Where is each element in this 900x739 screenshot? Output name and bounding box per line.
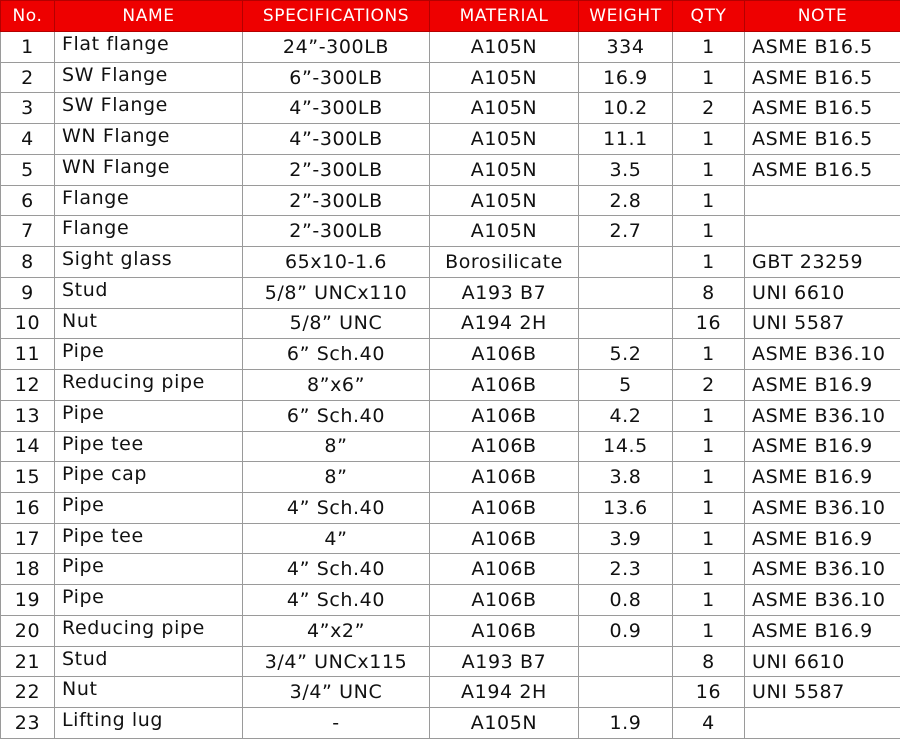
table-row: [1, 554, 900, 585]
table-row: [1, 646, 900, 677]
cell-no: 5: [1, 154, 55, 185]
cell-note: ASME B16.5: [745, 62, 900, 93]
cell-specifications: 3/4” UNC: [243, 677, 430, 708]
cell-weight: 3.9: [579, 523, 673, 554]
cell-weight: 14.5: [579, 431, 673, 462]
cell-name: Sight glass: [55, 247, 243, 278]
cell-no: 1: [1, 32, 55, 63]
cell-note: ASME B16.9: [745, 370, 900, 401]
cell-material: A106B: [430, 431, 579, 462]
table-row: [1, 523, 900, 554]
cell-qty: 1: [673, 462, 745, 493]
cell-qty: 1: [673, 185, 745, 216]
table-row: [1, 32, 900, 63]
cell-material: A106B: [430, 493, 579, 524]
cell-weight: 1.9: [579, 708, 673, 739]
table-row: [1, 216, 900, 247]
cell-note: ASME B16.5: [745, 93, 900, 124]
cell-material: A106B: [430, 523, 579, 554]
cell-weight: [579, 277, 673, 308]
cell-note: ASME B16.5: [745, 154, 900, 185]
cell-no: 12: [1, 370, 55, 401]
table-row: [1, 185, 900, 216]
header-specifications: SPECIFICATIONS: [243, 1, 430, 32]
cell-note: ASME B16.9: [745, 431, 900, 462]
cell-qty: 1: [673, 431, 745, 462]
cell-weight: 2.7: [579, 216, 673, 247]
cell-name: WN Flange: [55, 124, 243, 155]
cell-note: ASME B16.5: [745, 32, 900, 63]
cell-weight: [579, 247, 673, 278]
cell-qty: 1: [673, 32, 745, 63]
cell-qty: 1: [673, 216, 745, 247]
cell-specifications: 8”: [243, 462, 430, 493]
cell-no: 10: [1, 308, 55, 339]
cell-material: A106B: [430, 339, 579, 370]
header-row: [1, 1, 900, 32]
cell-note: UNI 6610: [745, 646, 900, 677]
table-row: [1, 93, 900, 124]
header-weight: WEIGHT: [579, 1, 673, 32]
table-row: [1, 400, 900, 431]
cell-no: 14: [1, 431, 55, 462]
cell-name: Pipe: [55, 339, 243, 370]
cell-name: Nut: [55, 308, 243, 339]
cell-weight: 4.2: [579, 400, 673, 431]
cell-qty: 1: [673, 615, 745, 646]
table-header: [1, 1, 900, 32]
table-row: [1, 277, 900, 308]
cell-name: SW Flange: [55, 93, 243, 124]
cell-no: 8: [1, 247, 55, 278]
cell-no: 17: [1, 523, 55, 554]
cell-qty: 16: [673, 308, 745, 339]
cell-note: [745, 708, 900, 739]
cell-no: 18: [1, 554, 55, 585]
cell-name: Pipe tee: [55, 523, 243, 554]
cell-name: Pipe cap: [55, 462, 243, 493]
cell-name: Pipe: [55, 493, 243, 524]
cell-weight: 5: [579, 370, 673, 401]
cell-no: 19: [1, 585, 55, 616]
cell-material: A105N: [430, 62, 579, 93]
cell-material: A106B: [430, 554, 579, 585]
cell-specifications: 4”-300LB: [243, 93, 430, 124]
cell-note: ASME B36.10: [745, 554, 900, 585]
cell-name: Flat flange: [55, 32, 243, 63]
cell-qty: 1: [673, 124, 745, 155]
cell-specifications: 8”: [243, 431, 430, 462]
cell-qty: 1: [673, 523, 745, 554]
cell-note: ASME B16.5: [745, 124, 900, 155]
cell-qty: 1: [673, 339, 745, 370]
cell-no: 23: [1, 708, 55, 739]
cell-material: A106B: [430, 585, 579, 616]
header-qty: QTY: [673, 1, 745, 32]
cell-specifications: 4”: [243, 523, 430, 554]
cell-weight: 2.3: [579, 554, 673, 585]
cell-material: A105N: [430, 708, 579, 739]
cell-weight: 3.8: [579, 462, 673, 493]
cell-name: Pipe: [55, 400, 243, 431]
cell-no: 20: [1, 615, 55, 646]
cell-material: Borosilicate: [430, 247, 579, 278]
cell-note: [745, 185, 900, 216]
cell-note: ASME B36.10: [745, 493, 900, 524]
table-row: [1, 462, 900, 493]
cell-qty: 1: [673, 154, 745, 185]
cell-name: Stud: [55, 277, 243, 308]
header-note: NOTE: [745, 1, 900, 32]
cell-weight: [579, 308, 673, 339]
cell-no: 11: [1, 339, 55, 370]
cell-note: ASME B16.9: [745, 462, 900, 493]
cell-specifications: 5/8” UNCx110: [243, 277, 430, 308]
cell-weight: 334: [579, 32, 673, 63]
cell-no: 3: [1, 93, 55, 124]
table-row: [1, 154, 900, 185]
cell-note: GBT 23259: [745, 247, 900, 278]
cell-specifications: -: [243, 708, 430, 739]
cell-weight: 3.5: [579, 154, 673, 185]
cell-no: 22: [1, 677, 55, 708]
cell-material: A105N: [430, 32, 579, 63]
cell-name: Stud: [55, 646, 243, 677]
cell-specifications: 4”-300LB: [243, 124, 430, 155]
header-name: NAME: [55, 1, 243, 32]
cell-name: Nut: [55, 677, 243, 708]
table-row: [1, 615, 900, 646]
cell-weight: 13.6: [579, 493, 673, 524]
cell-specifications: 65x10-1.6: [243, 247, 430, 278]
cell-note: ASME B16.9: [745, 523, 900, 554]
table-row: [1, 62, 900, 93]
cell-name: Pipe: [55, 554, 243, 585]
cell-specifications: 3/4” UNCx115: [243, 646, 430, 677]
cell-name: Flange: [55, 216, 243, 247]
cell-note: ASME B36.10: [745, 400, 900, 431]
cell-name: WN Flange: [55, 154, 243, 185]
cell-weight: 0.9: [579, 615, 673, 646]
cell-material: A194 2H: [430, 308, 579, 339]
header-no: No.: [1, 1, 55, 32]
cell-no: 4: [1, 124, 55, 155]
cell-weight: [579, 677, 673, 708]
table-body: [1, 32, 900, 739]
cell-material: A105N: [430, 124, 579, 155]
cell-name: SW Flange: [55, 62, 243, 93]
table-row: [1, 493, 900, 524]
cell-material: A106B: [430, 400, 579, 431]
cell-no: 21: [1, 646, 55, 677]
cell-name: Reducing pipe: [55, 370, 243, 401]
table-row: [1, 708, 900, 739]
table-row: [1, 124, 900, 155]
cell-specifications: 4”x2”: [243, 615, 430, 646]
cell-name: Pipe tee: [55, 431, 243, 462]
table-row: [1, 677, 900, 708]
cell-qty: 8: [673, 646, 745, 677]
cell-specifications: 2”-300LB: [243, 154, 430, 185]
table-row: [1, 247, 900, 278]
cell-weight: 11.1: [579, 124, 673, 155]
cell-specifications: 6” Sch.40: [243, 339, 430, 370]
cell-no: 2: [1, 62, 55, 93]
cell-weight: [579, 646, 673, 677]
cell-material: A105N: [430, 154, 579, 185]
cell-material: A194 2H: [430, 677, 579, 708]
cell-specifications: 8”x6”: [243, 370, 430, 401]
cell-qty: 1: [673, 554, 745, 585]
table-row: [1, 308, 900, 339]
cell-note: [745, 216, 900, 247]
cell-weight: 0.8: [579, 585, 673, 616]
cell-material: A106B: [430, 370, 579, 401]
cell-qty: 2: [673, 370, 745, 401]
cell-specifications: 24”-300LB: [243, 32, 430, 63]
cell-qty: 4: [673, 708, 745, 739]
cell-material: A105N: [430, 93, 579, 124]
cell-qty: 1: [673, 62, 745, 93]
cell-weight: 2.8: [579, 185, 673, 216]
cell-specifications: 4” Sch.40: [243, 554, 430, 585]
cell-specifications: 2”-300LB: [243, 216, 430, 247]
cell-no: 6: [1, 185, 55, 216]
cell-qty: 2: [673, 93, 745, 124]
table-row: [1, 339, 900, 370]
cell-note: ASME B36.10: [745, 339, 900, 370]
cell-qty: 1: [673, 400, 745, 431]
cell-no: 15: [1, 462, 55, 493]
cell-name: Flange: [55, 185, 243, 216]
table-row: [1, 431, 900, 462]
cell-note: UNI 5587: [745, 677, 900, 708]
cell-qty: 16: [673, 677, 745, 708]
cell-note: UNI 5587: [745, 308, 900, 339]
cell-material: A106B: [430, 462, 579, 493]
cell-no: 16: [1, 493, 55, 524]
table-row: [1, 370, 900, 401]
cell-weight: 5.2: [579, 339, 673, 370]
cell-no: 9: [1, 277, 55, 308]
cell-specifications: 6” Sch.40: [243, 400, 430, 431]
table-row: [1, 585, 900, 616]
cell-name: Lifting lug: [55, 708, 243, 739]
cell-qty: 8: [673, 277, 745, 308]
cell-qty: 1: [673, 247, 745, 278]
header-material: MATERIAL: [430, 1, 579, 32]
cell-note: ASME B16.9: [745, 615, 900, 646]
cell-no: 7: [1, 216, 55, 247]
cell-note: ASME B36.10: [745, 585, 900, 616]
cell-note: UNI 6610: [745, 277, 900, 308]
cell-material: A106B: [430, 615, 579, 646]
cell-material: A193 B7: [430, 277, 579, 308]
cell-specifications: 4” Sch.40: [243, 585, 430, 616]
cell-material: A105N: [430, 185, 579, 216]
cell-qty: 1: [673, 585, 745, 616]
cell-specifications: 4” Sch.40: [243, 493, 430, 524]
cell-name: Pipe: [55, 585, 243, 616]
cell-qty: 1: [673, 493, 745, 524]
cell-weight: 16.9: [579, 62, 673, 93]
cell-material: A105N: [430, 216, 579, 247]
cell-material: A193 B7: [430, 646, 579, 677]
cell-specifications: 6”-300LB: [243, 62, 430, 93]
cell-no: 13: [1, 400, 55, 431]
cell-weight: 10.2: [579, 93, 673, 124]
cell-name: Reducing pipe: [55, 615, 243, 646]
cell-specifications: 5/8” UNC: [243, 308, 430, 339]
cell-specifications: 2”-300LB: [243, 185, 430, 216]
